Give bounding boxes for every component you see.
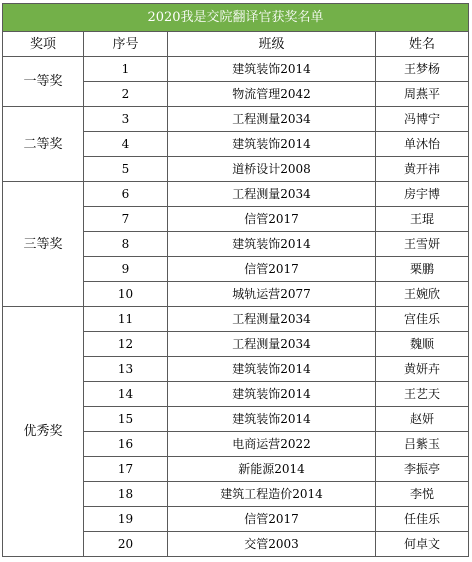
student-name-cell: 王梦杨: [376, 57, 469, 82]
row-number-cell: 4: [84, 132, 168, 157]
row-number-cell: 16: [84, 432, 168, 457]
row-number-cell: 19: [84, 507, 168, 532]
header-award: 奖项: [3, 32, 84, 57]
row-number-cell: 3: [84, 107, 168, 132]
student-name-cell: 黄开祎: [376, 157, 469, 182]
row-number-cell: 6: [84, 182, 168, 207]
student-name-cell: 赵妍: [376, 407, 469, 432]
student-name-cell: 冯博宁: [376, 107, 469, 132]
row-number-cell: 1: [84, 57, 168, 82]
row-number-cell: 14: [84, 382, 168, 407]
class-name-cell: 信管2017: [168, 257, 376, 282]
row-number-cell: 17: [84, 457, 168, 482]
table-title: 2020我是交院翻译官获奖名单: [3, 4, 469, 32]
student-name-cell: 栗鹏: [376, 257, 469, 282]
row-number-cell: 2: [84, 82, 168, 107]
header-name: 姓名: [376, 32, 469, 57]
row-number-cell: 15: [84, 407, 168, 432]
student-name-cell: 房宇博: [376, 182, 469, 207]
student-name-cell: 李悦: [376, 482, 469, 507]
row-number-cell: 20: [84, 532, 168, 557]
class-name-cell: 工程测量2034: [168, 307, 376, 332]
row-number-cell: 12: [84, 332, 168, 357]
award-level-cell: 一等奖: [3, 57, 84, 107]
table-row: [3, 182, 469, 207]
class-name-cell: 新能源2014: [168, 457, 376, 482]
row-number-cell: 8: [84, 232, 168, 257]
title-row: [3, 4, 469, 32]
class-name-cell: 电商运营2022: [168, 432, 376, 457]
class-name-cell: 工程测量2034: [168, 182, 376, 207]
class-name-cell: 建筑装饰2014: [168, 232, 376, 257]
class-name-cell: 建筑工程造价2014: [168, 482, 376, 507]
award-table: [2, 3, 469, 557]
class-name-cell: 交管2003: [168, 532, 376, 557]
class-name-cell: 建筑装饰2014: [168, 57, 376, 82]
row-number-cell: 5: [84, 157, 168, 182]
row-number-cell: 7: [84, 207, 168, 232]
student-name-cell: 李振亭: [376, 457, 469, 482]
class-name-cell: 建筑装饰2014: [168, 132, 376, 157]
class-name-cell: 工程测量2034: [168, 107, 376, 132]
student-name-cell: 吕紫玉: [376, 432, 469, 457]
student-name-cell: 王艺天: [376, 382, 469, 407]
class-name-cell: 信管2017: [168, 207, 376, 232]
class-name-cell: 物流管理2042: [168, 82, 376, 107]
row-number-cell: 11: [84, 307, 168, 332]
header-class: 班级: [168, 32, 376, 57]
student-name-cell: 王琨: [376, 207, 469, 232]
student-name-cell: 黄妍卉: [376, 357, 469, 382]
header-row: [3, 32, 469, 57]
class-name-cell: 信管2017: [168, 507, 376, 532]
table-row: [3, 57, 469, 82]
student-name-cell: 王雪妍: [376, 232, 469, 257]
class-name-cell: 工程测量2034: [168, 332, 376, 357]
award-table-body: [3, 4, 469, 557]
student-name-cell: 王婉欣: [376, 282, 469, 307]
class-name-cell: 建筑装饰2014: [168, 407, 376, 432]
class-name-cell: 建筑装饰2014: [168, 382, 376, 407]
student-name-cell: 宫佳乐: [376, 307, 469, 332]
student-name-cell: 单沐怡: [376, 132, 469, 157]
row-number-cell: 18: [84, 482, 168, 507]
class-name-cell: 建筑装饰2014: [168, 357, 376, 382]
row-number-cell: 10: [84, 282, 168, 307]
table-row: [3, 307, 469, 332]
student-name-cell: 魏顺: [376, 332, 469, 357]
award-level-cell: 优秀奖: [3, 307, 84, 557]
class-name-cell: 道桥设计2008: [168, 157, 376, 182]
header-number: 序号: [84, 32, 168, 57]
award-level-cell: 三等奖: [3, 182, 84, 307]
student-name-cell: 何卓文: [376, 532, 469, 557]
table-row: [3, 107, 469, 132]
student-name-cell: 任佳乐: [376, 507, 469, 532]
row-number-cell: 13: [84, 357, 168, 382]
class-name-cell: 城轨运营2077: [168, 282, 376, 307]
award-level-cell: 二等奖: [3, 107, 84, 182]
student-name-cell: 周燕平: [376, 82, 469, 107]
row-number-cell: 9: [84, 257, 168, 282]
